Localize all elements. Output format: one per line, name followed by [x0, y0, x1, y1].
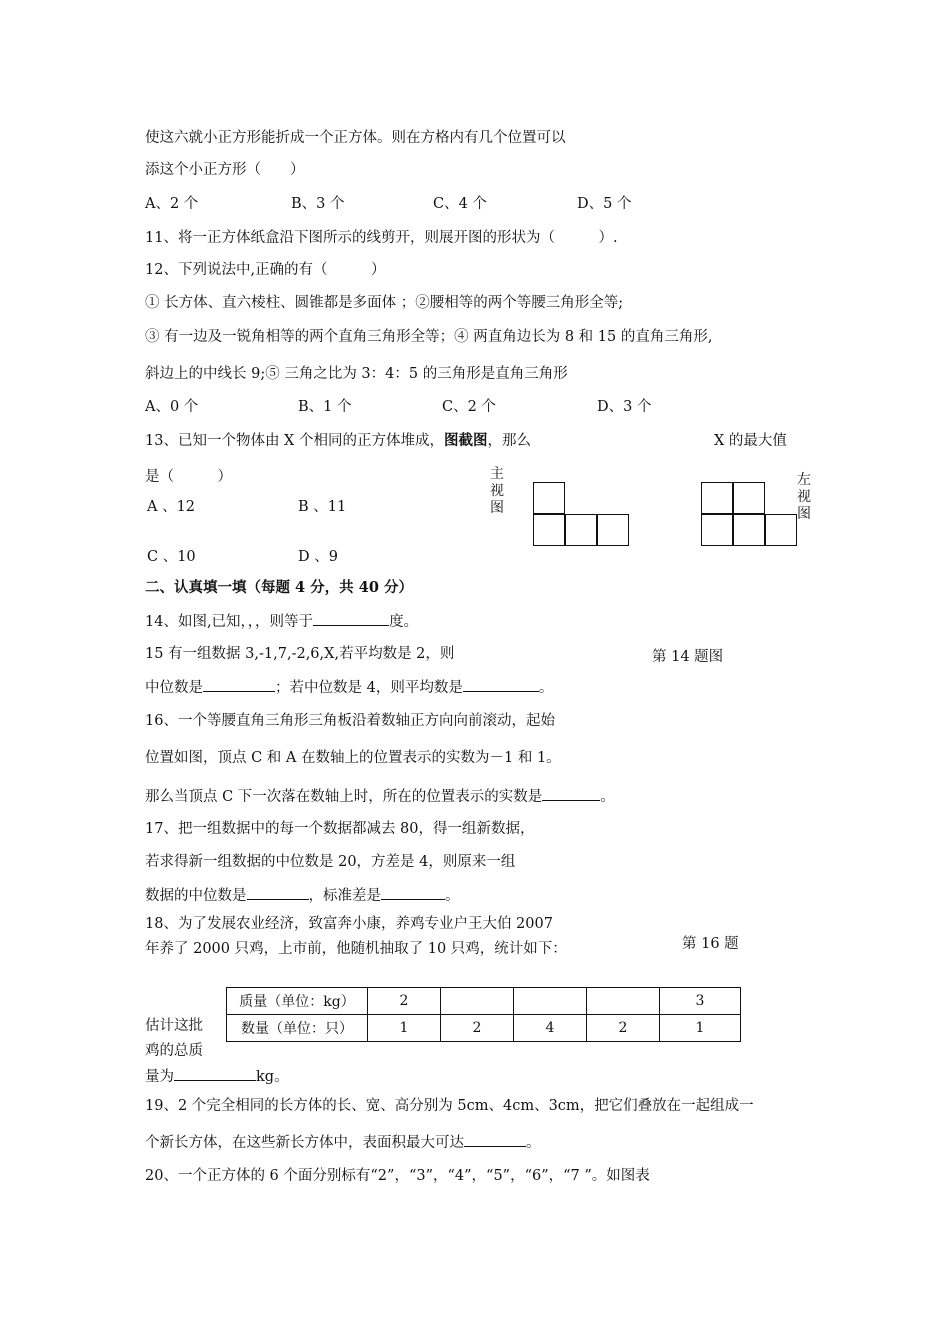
q14-text: [145, 611, 418, 632]
table-row: [227, 1015, 741, 1042]
q10-text-line1: 使这六就小正方形能折成一个正方体。则在方格内有几个位置可以: [145, 130, 566, 146]
q12-statement-2: ③ 有一边及一锐角相等的两个直角三角形全等；④ 两直角边长为 8 和 15 的直角三角形,: [145, 329, 713, 345]
q20-line1: 20、一个正方体的 6 个面分别标有“2”，“3”，“4”，“5”，“6”，“7 ”。如图表: [145, 1168, 650, 1184]
main-view-figure: [533, 482, 633, 549]
q15-median-blank[interactable]: [203, 677, 275, 692]
q19-answer-blank[interactable]: [464, 1132, 526, 1147]
left-view-cell: [765, 514, 797, 546]
q13-option-a: A 、12: [147, 499, 196, 515]
table-cell: 2: [368, 988, 441, 1015]
table-cell: 4: [514, 1015, 587, 1042]
q16-line1: 16、一个等腰直角三角形三角板沿着数轴正方向向前滚动，起始: [145, 713, 555, 729]
q15-line2: [145, 677, 553, 698]
q17-text-c: 。: [445, 888, 460, 904]
q15-mean-blank[interactable]: [463, 677, 539, 692]
main-view-cell: [597, 514, 629, 546]
q18-estimate-line3: [145, 1066, 289, 1087]
q16-line2: 位置如图，顶点 C 和 A 在数轴上的位置表示的实数为－1 和 1。: [145, 750, 561, 766]
q17-std-blank[interactable]: [381, 885, 445, 900]
q12-option-c: C、2 个: [442, 399, 496, 415]
q11-text: 11、将一正方体纸盒沿下图所示的线剪开，则展开图的形状为（ ）.: [145, 230, 618, 246]
q15-text-c: 。: [538, 680, 554, 696]
q15-text: 15 有一组数据 3,-1,7,-2,6,X,若平均数是 2，则: [145, 646, 455, 662]
table-cell: [587, 988, 660, 1015]
q17-line3: [145, 885, 460, 906]
main-view-cell: [533, 514, 565, 546]
q12-text: 12、下列说法中,正确的有（ ）: [145, 262, 386, 278]
q18-line1: 18、为了发展农业经济，致富奔小康，养鸡专业户王大伯 2007: [145, 916, 553, 932]
q19-text-a: 个新长方体，在这些新长方体中，表面积最大可达: [145, 1135, 464, 1151]
q13-text-d: 是（ ）: [145, 469, 232, 485]
main-view-label: 主视图: [490, 466, 504, 516]
table-cell: 1: [368, 1015, 441, 1042]
q18-text-b: kg。: [256, 1069, 289, 1085]
q19-line1: 19、2 个完全相同的长方体的长、宽、高分别为 5cm、4cm、3cm，把它们叠放在一起组成一: [145, 1098, 754, 1114]
q18-text-a: 量为: [145, 1069, 174, 1085]
main-view-cell: [533, 482, 565, 514]
q13-text-c: X 的最大值: [714, 433, 787, 449]
q17-text-a: 数据的中位数是: [145, 888, 247, 904]
q14-text-b: 度。: [389, 614, 419, 630]
q10-option-d: D、5 个: [577, 196, 632, 212]
table-row-label: 数量（单位：只）: [227, 1015, 368, 1042]
q16-text-a: 那么当顶点 C 下一次落在数轴上时，所在的位置表示的实数是: [145, 789, 543, 805]
q12-statement-3: 斜边上的中线长 9;⑤ 三角之比为 3：4：5 的三角形是直角三角形: [145, 366, 568, 382]
main-view-cell: [565, 514, 597, 546]
fig16-caption: 第 16 题: [682, 936, 739, 952]
q19-text-b: 。: [526, 1135, 541, 1151]
q19-line2: [145, 1132, 541, 1153]
q14-text-a: 14、如图,已知，，，则等于: [145, 614, 314, 630]
chicken-stats-table: [226, 987, 741, 1042]
q12-option-a: A、0 个: [145, 399, 199, 415]
left-view-label: 左视图: [797, 472, 811, 522]
q18-answer-blank[interactable]: [174, 1066, 256, 1081]
q18-estimate-line2: 鸡的总质: [145, 1043, 203, 1059]
q18-line2: 年养了 2000 只鸡，上市前，他随机抽取了 10 只鸡，统计如下：: [145, 941, 567, 957]
table-cell: [514, 988, 587, 1015]
left-view-cell: [733, 514, 765, 546]
q13-text-b: ，那么: [487, 433, 531, 449]
table-row-label: 质量（单位：kg）: [227, 988, 368, 1015]
q13-option-d: D 、9: [298, 549, 338, 565]
q13-option-c: C 、10: [147, 549, 196, 565]
section-2-heading: 二、认真填一填（每题 4 分，共 40 分）: [145, 579, 413, 596]
table-cell: [441, 988, 514, 1015]
q17-line2: 若求得新一组数据的中位数是 20，方差是 4，则原来一组: [145, 854, 516, 870]
left-view-figure: [701, 482, 801, 549]
q18-estimate-line1: 估计这批: [145, 1018, 203, 1034]
left-view-cell: [733, 482, 765, 514]
q10-option-c: C、4 个: [433, 196, 487, 212]
q16-answer-blank[interactable]: [542, 786, 600, 801]
table-row: [227, 988, 741, 1015]
table-cell: 2: [441, 1015, 514, 1042]
q13-figure-ref: 图截图: [444, 432, 488, 449]
q17-median-blank[interactable]: [247, 885, 309, 900]
q15-text-a: 中位数是: [145, 680, 203, 696]
q16-text-b: 。: [600, 789, 615, 805]
q13-text: [145, 431, 531, 451]
left-view-cell: [701, 482, 733, 514]
left-view-cell: [701, 514, 733, 546]
fig14-caption: 第 14 题图: [652, 649, 724, 665]
q10-text-line2: 添这个小正方形（ ）: [145, 162, 305, 178]
q13-text-a: 13、已知一个物体由 X 个相同的正方体堆成，: [145, 433, 444, 449]
q17-line1: 17、把一组数据中的每一个数据都减去 80，得一组新数据，: [145, 821, 535, 837]
q12-option-b: B、1 个: [298, 399, 352, 415]
q12-statement-1: ① 长方体、直六棱柱、圆锥都是多面体 ；②腰相等的两个等腰三角形全等;: [145, 295, 624, 311]
q12-option-d: D、3 个: [597, 399, 652, 415]
q15-text-b: ；若中位数是 4，则平均数是: [275, 680, 463, 696]
table-cell: 1: [660, 1015, 741, 1042]
table-cell: 3: [660, 988, 741, 1015]
q10-option-a: A、2 个: [145, 196, 199, 212]
q10-option-b: B、3 个: [291, 196, 345, 212]
q14-answer-blank[interactable]: [313, 611, 389, 626]
q13-option-b: B 、11: [298, 499, 347, 515]
q16-line3: [145, 786, 615, 807]
q17-text-b: ，标准差是: [308, 888, 381, 904]
table-cell: 2: [587, 1015, 660, 1042]
